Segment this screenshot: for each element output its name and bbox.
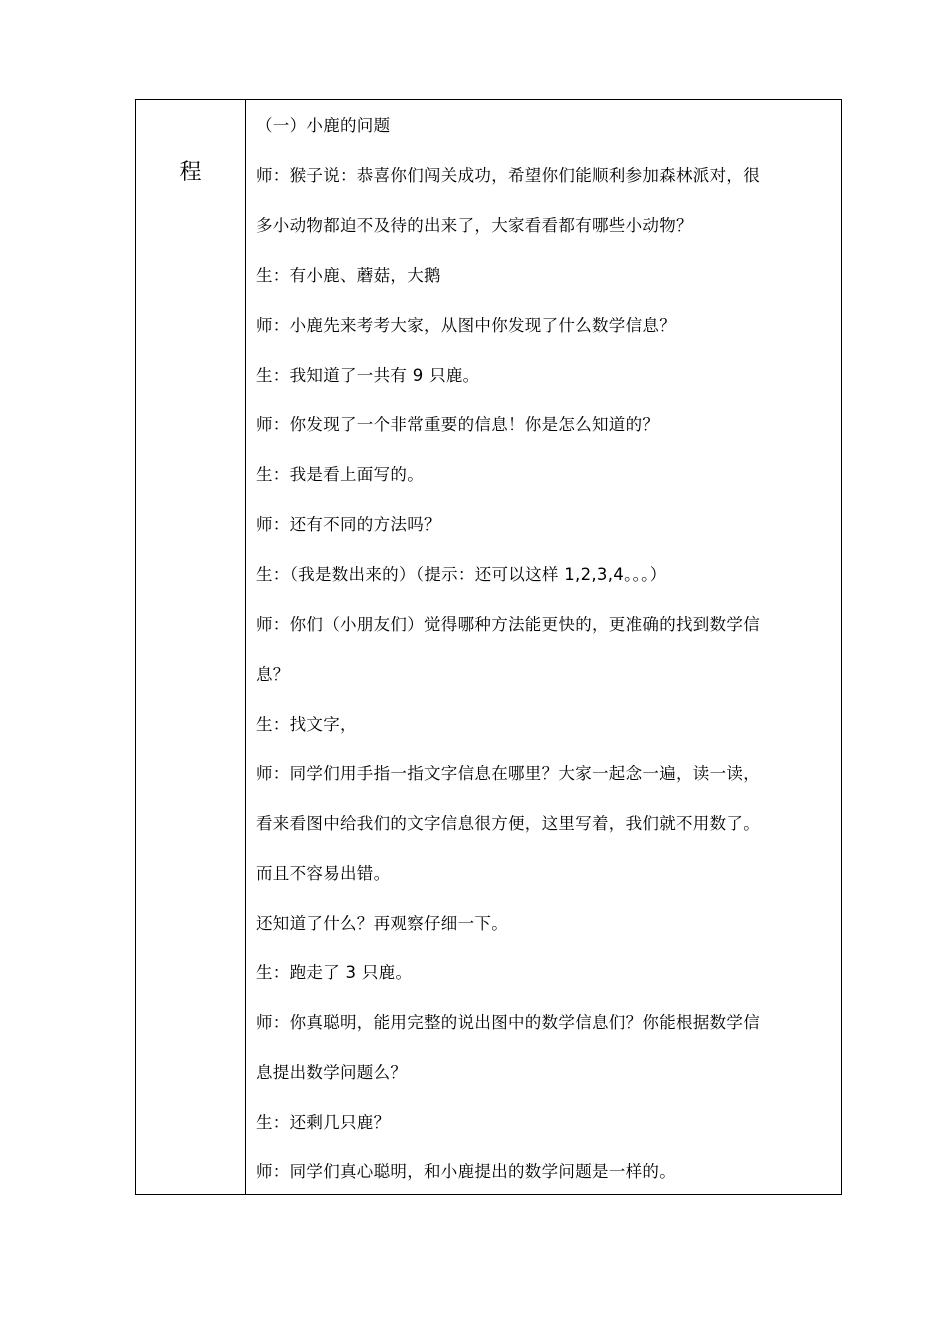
dialogue-line: 师：同学们用手指一指文字信息在哪里？大家一起念一遍，读一读， [256, 764, 760, 783]
dialogue-line: 师：猴子说：恭喜你们闯关成功，希望你们能顺利参加森林派对，很 [256, 166, 760, 185]
dialogue-line: 师：你真聪明，能用完整的说出图中的数学信息们？你能根据数学信 [256, 1013, 760, 1032]
dialogue-line: 师：你发现了一个非常重要的信息！你是怎么知道的？ [256, 415, 660, 434]
dialogue-line: 师：同学们真心聪明，和小鹿提出的数学问题是一样的。 [256, 1162, 676, 1181]
dialogue-line: 看来看图中给我们的文字信息很方便，这里写着，我们就不用数了。 [256, 814, 760, 833]
dialogue-line: 生：我知道了一共有 9 只鹿。 [256, 366, 480, 385]
dialogue-line: 师：还有不同的方法吗？ [256, 515, 441, 534]
dialogue-line: 还知道了什么？再观察仔细一下。 [256, 914, 508, 933]
dialogue-line: 生：我是看上面写的。 [256, 465, 424, 484]
dialogue-line: 生：还剩几只鹿？ [256, 1113, 391, 1132]
section-heading: （一）小鹿的问题 [256, 116, 391, 135]
dialogue-line: 而且不容易出错。 [256, 864, 391, 883]
process-label: 程 [179, 160, 202, 185]
process-label-cell [136, 100, 246, 1194]
lesson-table [135, 99, 842, 1195]
dialogue-line: 多小动物都迫不及待的出来了，大家看看都有哪些小动物？ [256, 216, 693, 235]
dialogue-line: 生：（我是数出来的）（提示：还可以这样 1,2,3,4。。。） [256, 565, 667, 584]
dialogue-line: 息？ [256, 665, 290, 684]
dialogue-line: 生：跑走了 3 只鹿。 [256, 963, 413, 982]
dialogue-line: 生：找文字， [256, 715, 357, 734]
dialogue-line: 生：有小鹿、蘑菇，大鹅 [256, 266, 441, 285]
dialogue-cell [246, 100, 841, 1194]
dialogue-line: 息提出数学问题么？ [256, 1063, 408, 1082]
dialogue-line: 师：你们（小朋友们）觉得哪种方法能更快的，更准确的找到数学信 [256, 615, 760, 634]
dialogue-line: 师：小鹿先来考考大家，从图中你发现了什么数学信息？ [256, 316, 676, 335]
